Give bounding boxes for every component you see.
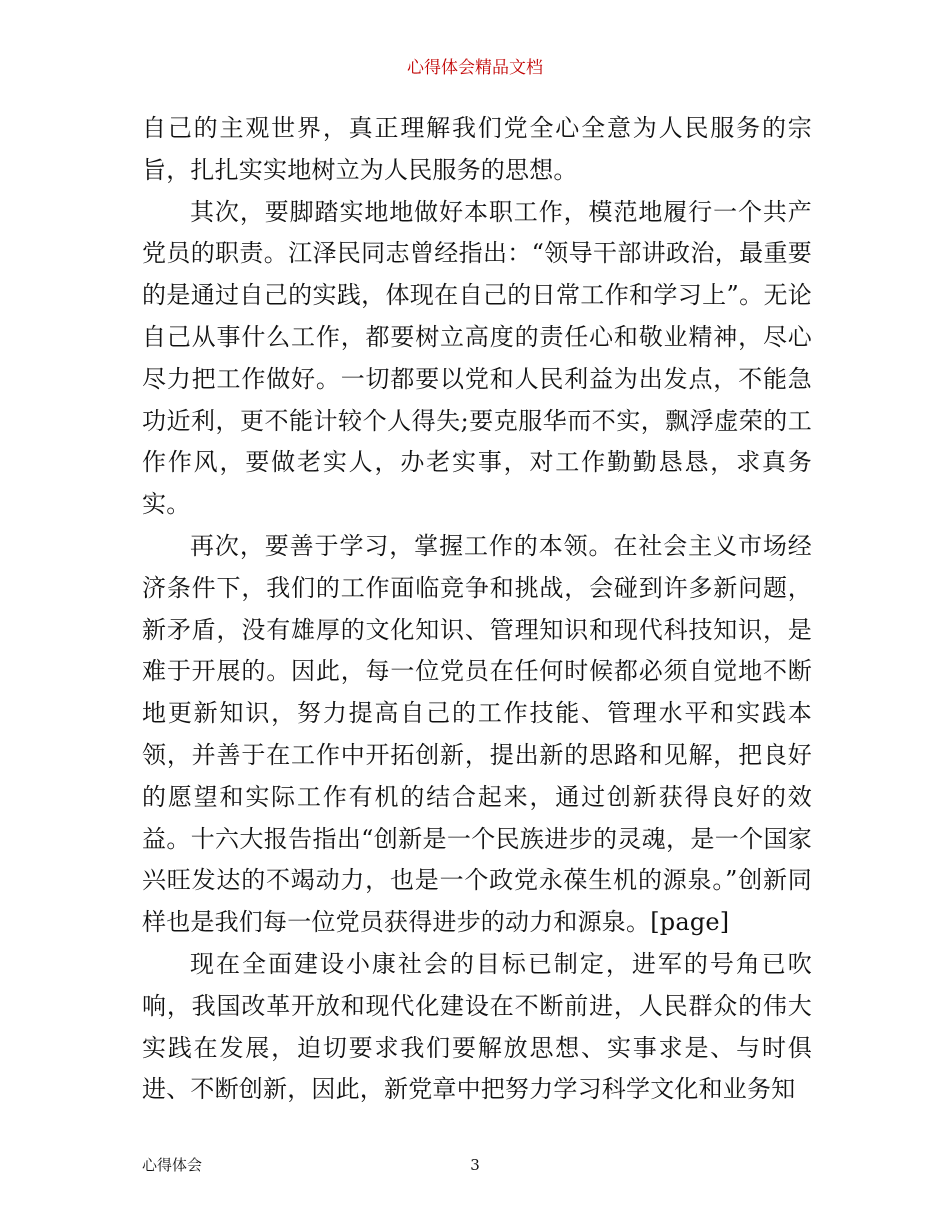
paragraph-continuation: 自己的主观世界，真正理解我们党全心全意为人民服务的宗旨，扎扎实实地树立为人民服务的思想。 xyxy=(142,114,812,184)
paragraph-third: 再次，要善于学习，掌握工作的本领。在社会主义市场经济条件下，我们的工作面临竞争和挑战，会碰到许多新问题，新矛盾，没有雄厚的文化知识、管理知识和现代科技知识，是难于开展的。因此，每一位党员在任何时候都必须自觉地不断地更新知识，努力提高自己的工作技能、管理水平和实践本领，并善于在工作中开拓创新，提出新的思路和见解，把良好的愿望和实际工作有机的结合起来，通过创新获得良好的效益。十六大报告指出“创新是一个民族进步的灵魂，是一个国家兴旺发达的不竭动力，也是一个政党永葆生机的源泉。”创新同样也是我们每一位党员获得进步的动力和源泉。[page] xyxy=(142,531,812,937)
document-body xyxy=(142,108,812,1111)
paragraph-second: 其次，要脚踏实地地做好本职工作，模范地履行一个共产党员的职责。江泽民同志曾经指出：“领导干部讲政治，最重要的是通过自己的实践，体现在自己的日常工作和学习上”。无论自己从事什么工作，都要树立高度的责任心和敬业精神，尽心尽力把工作做好。一切都要以党和人民利益为出发点，不能急功近利，更不能计较个人得失;要克服华而不实，飘浮虚荣的工作作风，要做老实人，办老实事，对工作勤勤恳恳，求真务实。 xyxy=(142,197,812,519)
page-header-title: 心得体会精品文档 xyxy=(407,58,543,78)
footer-label: 心得体会 xyxy=(142,1156,203,1174)
paragraph-fourth: 现在全面建设小康社会的目标已制定，进军的号角已吹响，我国改革开放和现代化建设在不断前进，人民群众的伟大实践在发展，迫切要求我们要解放思想、实事求是、与时俱进、不断创新，因此，新党章中把努力学习科学文化和业务知 xyxy=(142,949,812,1104)
page-number: 3 xyxy=(470,1156,480,1174)
